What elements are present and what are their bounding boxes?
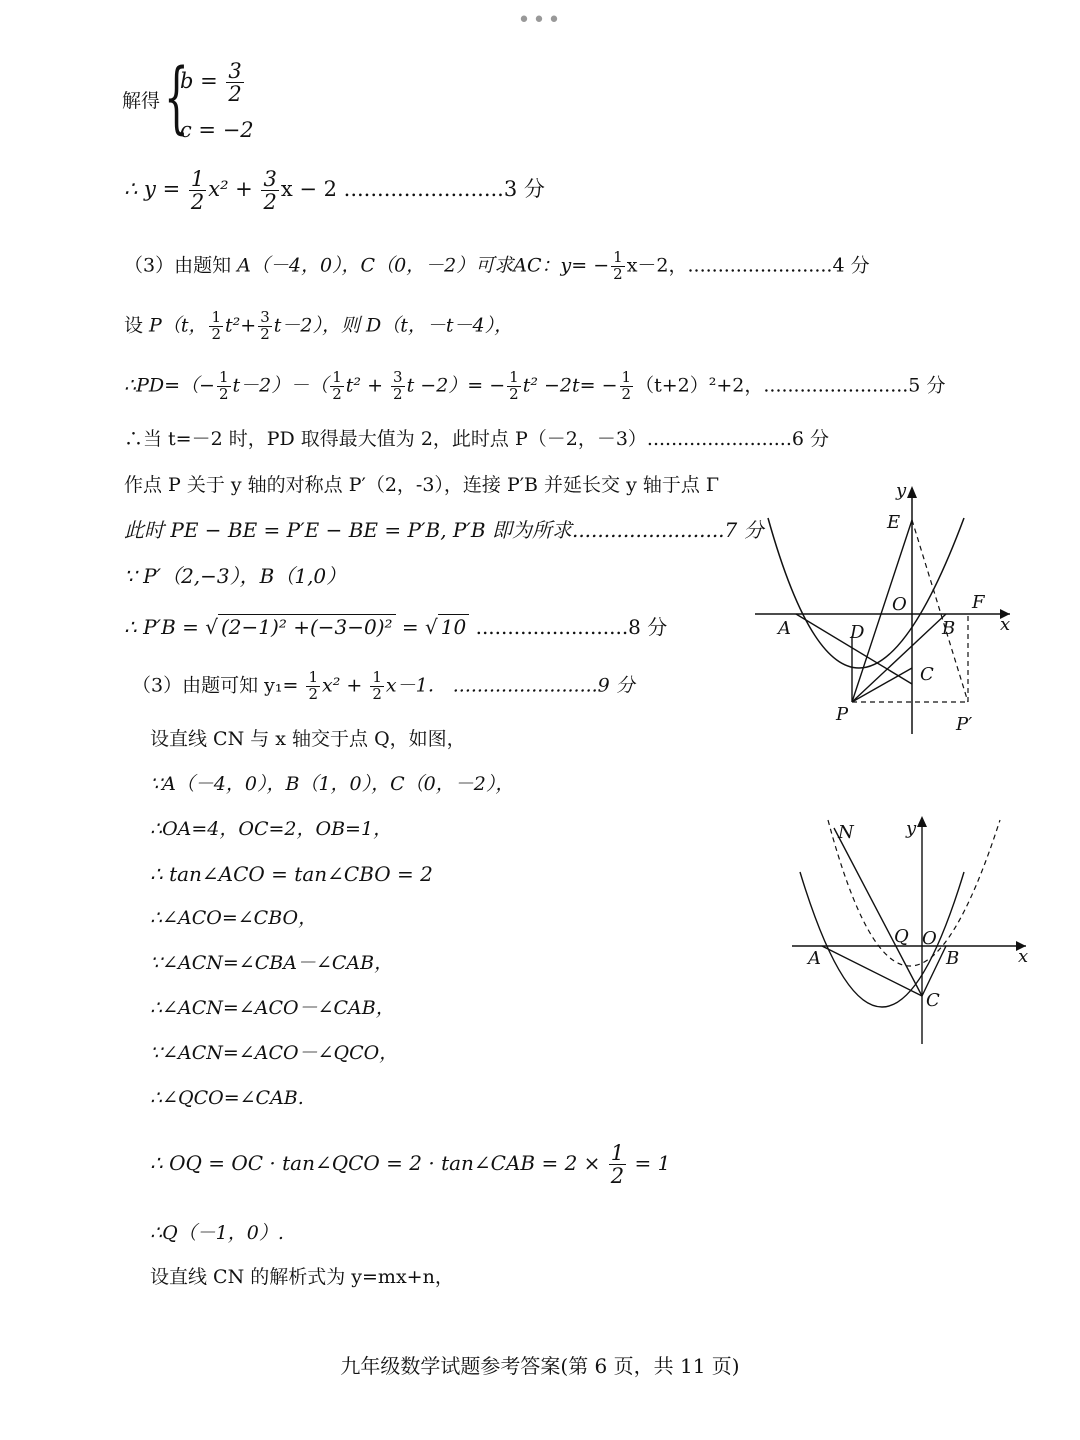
label-o-2: O bbox=[922, 928, 937, 949]
parabola-solid bbox=[800, 872, 964, 1007]
page-footer: 九年级数学试题参考答案(第 6 页，共 11 页) bbox=[340, 1354, 740, 1378]
label-a-2: A bbox=[808, 948, 821, 969]
line-tan: ∴ tan∠ACO = tan∠CBO = 2 bbox=[150, 862, 433, 886]
line-angle4: ∵∠ACN=∠ACO－∠QCO， bbox=[150, 1042, 399, 1064]
y-axis-arrow-icon-2 bbox=[917, 816, 927, 827]
line-angle3: ∴∠ACN=∠ACO－∠CAB， bbox=[150, 997, 395, 1019]
label-d: D bbox=[850, 622, 865, 643]
label-q: Q bbox=[894, 926, 909, 947]
label-x: x bbox=[1000, 614, 1011, 635]
line-parabola: ∴ y = $\frac{1}{2}$ x² + $\frac{3}{2}$ x − 2 ........................3 分 bbox=[124, 167, 545, 215]
eq-c: c = −2 bbox=[180, 118, 254, 142]
menu-dots[interactable]: ••• bbox=[517, 8, 563, 33]
line-set-p: 设 P（t， $\frac{1}{2}$ t²+ $\frac{3}{2}$ t－2），则 D（t，－t－4）， bbox=[124, 308, 514, 343]
eq-b: b = $\frac{3}{2}$ bbox=[180, 59, 242, 107]
label-o: O bbox=[892, 594, 907, 615]
line-cn-q: 设直线 CN 与 x 轴交于点 Q，如图， bbox=[150, 728, 466, 750]
line-abc: ∵A（－4，0），B（1，0），C（0，－2）， bbox=[150, 773, 515, 795]
label-b-2: B bbox=[946, 948, 960, 969]
label-y: y bbox=[896, 480, 907, 501]
line-coords: ∵ P′（2,−3），B（1,0） bbox=[124, 564, 347, 588]
label-x-2: x bbox=[1018, 946, 1029, 967]
label-b: B bbox=[942, 618, 956, 639]
figure-parabola-2 bbox=[788, 812, 1038, 1048]
label-c: C bbox=[920, 664, 934, 685]
line-angle2: ∵∠ACN=∠CBA－∠CAB， bbox=[150, 952, 394, 974]
label-y-2: y bbox=[906, 818, 917, 839]
line-cn-eq: 设直线 CN 的解析式为 y=mx+n， bbox=[150, 1266, 454, 1288]
label-e: E bbox=[887, 512, 901, 533]
figure-parabola-1 bbox=[750, 478, 1020, 740]
line-cn bbox=[834, 828, 922, 996]
line-pe-be: 此时 PE − BE = P′E − BE = P′B, P′B 即为所求........................7 分 bbox=[124, 518, 764, 542]
parabola-dashed bbox=[828, 820, 1000, 966]
label-p-prime: P′ bbox=[956, 714, 973, 735]
label-c-2: C bbox=[926, 990, 940, 1011]
line-oq: ∴ OQ = OC · tan∠QCO = 2 · tan∠CAB = 2 × $\frac{1}{2}$ = 1 bbox=[150, 1141, 671, 1189]
line-oa: ∴OA=4，OC=2，OB=1， bbox=[150, 818, 393, 840]
solve-label: 解得 bbox=[122, 90, 161, 112]
line-ac-2 bbox=[822, 946, 922, 996]
y-axis-arrow-icon bbox=[907, 486, 917, 498]
line-angle5: ∴∠QCO=∠CAB. bbox=[150, 1087, 304, 1109]
line-pb-length: ∴ P′B = √ (2−1)² +(−3−0)² = √ 10 ........................8 分 bbox=[124, 615, 668, 639]
line-pd: ∴PD=（− $\frac{1}{2}$ t－2）－（ $\frac{1}{2}$ t² + $\frac{3}{2}$ t −2）= − $\frac{1}{2}$ t² −2t= − $\frac{1}{2}$ （t+2）²+2，........................5 分 bbox=[124, 368, 946, 403]
label-p: P bbox=[836, 704, 849, 725]
line-max: ∴当 t=－2 时，PD 取得最大值为 2，此时点 P（－2，－3）........................6 分 bbox=[124, 428, 829, 450]
label-a: A bbox=[778, 618, 791, 639]
label-n: N bbox=[838, 822, 854, 843]
brace-icon: { bbox=[164, 53, 189, 143]
line-q: ∴Q（－1，0）. bbox=[150, 1222, 284, 1244]
line-y1: （3）由题可知 y₁= $\frac{1}{2}$ x² + $\frac{1}{2}$ x－1． ........................9 分 bbox=[132, 668, 635, 703]
equation-system bbox=[122, 53, 262, 148]
line-angle1: ∴∠ACO=∠CBO， bbox=[150, 907, 318, 929]
line-symmetric: 作点 P 关于 y 轴的对称点 P′（2，-3），连接 P′B 并延长交 y 轴于点 Γ bbox=[124, 474, 720, 496]
line-ac: （3）由题知 A（－4，0），C（0，－2）可求AC：y= − $\frac{1}{2}$ x－2，........................4 分 bbox=[124, 248, 870, 283]
label-f: F bbox=[972, 592, 985, 613]
